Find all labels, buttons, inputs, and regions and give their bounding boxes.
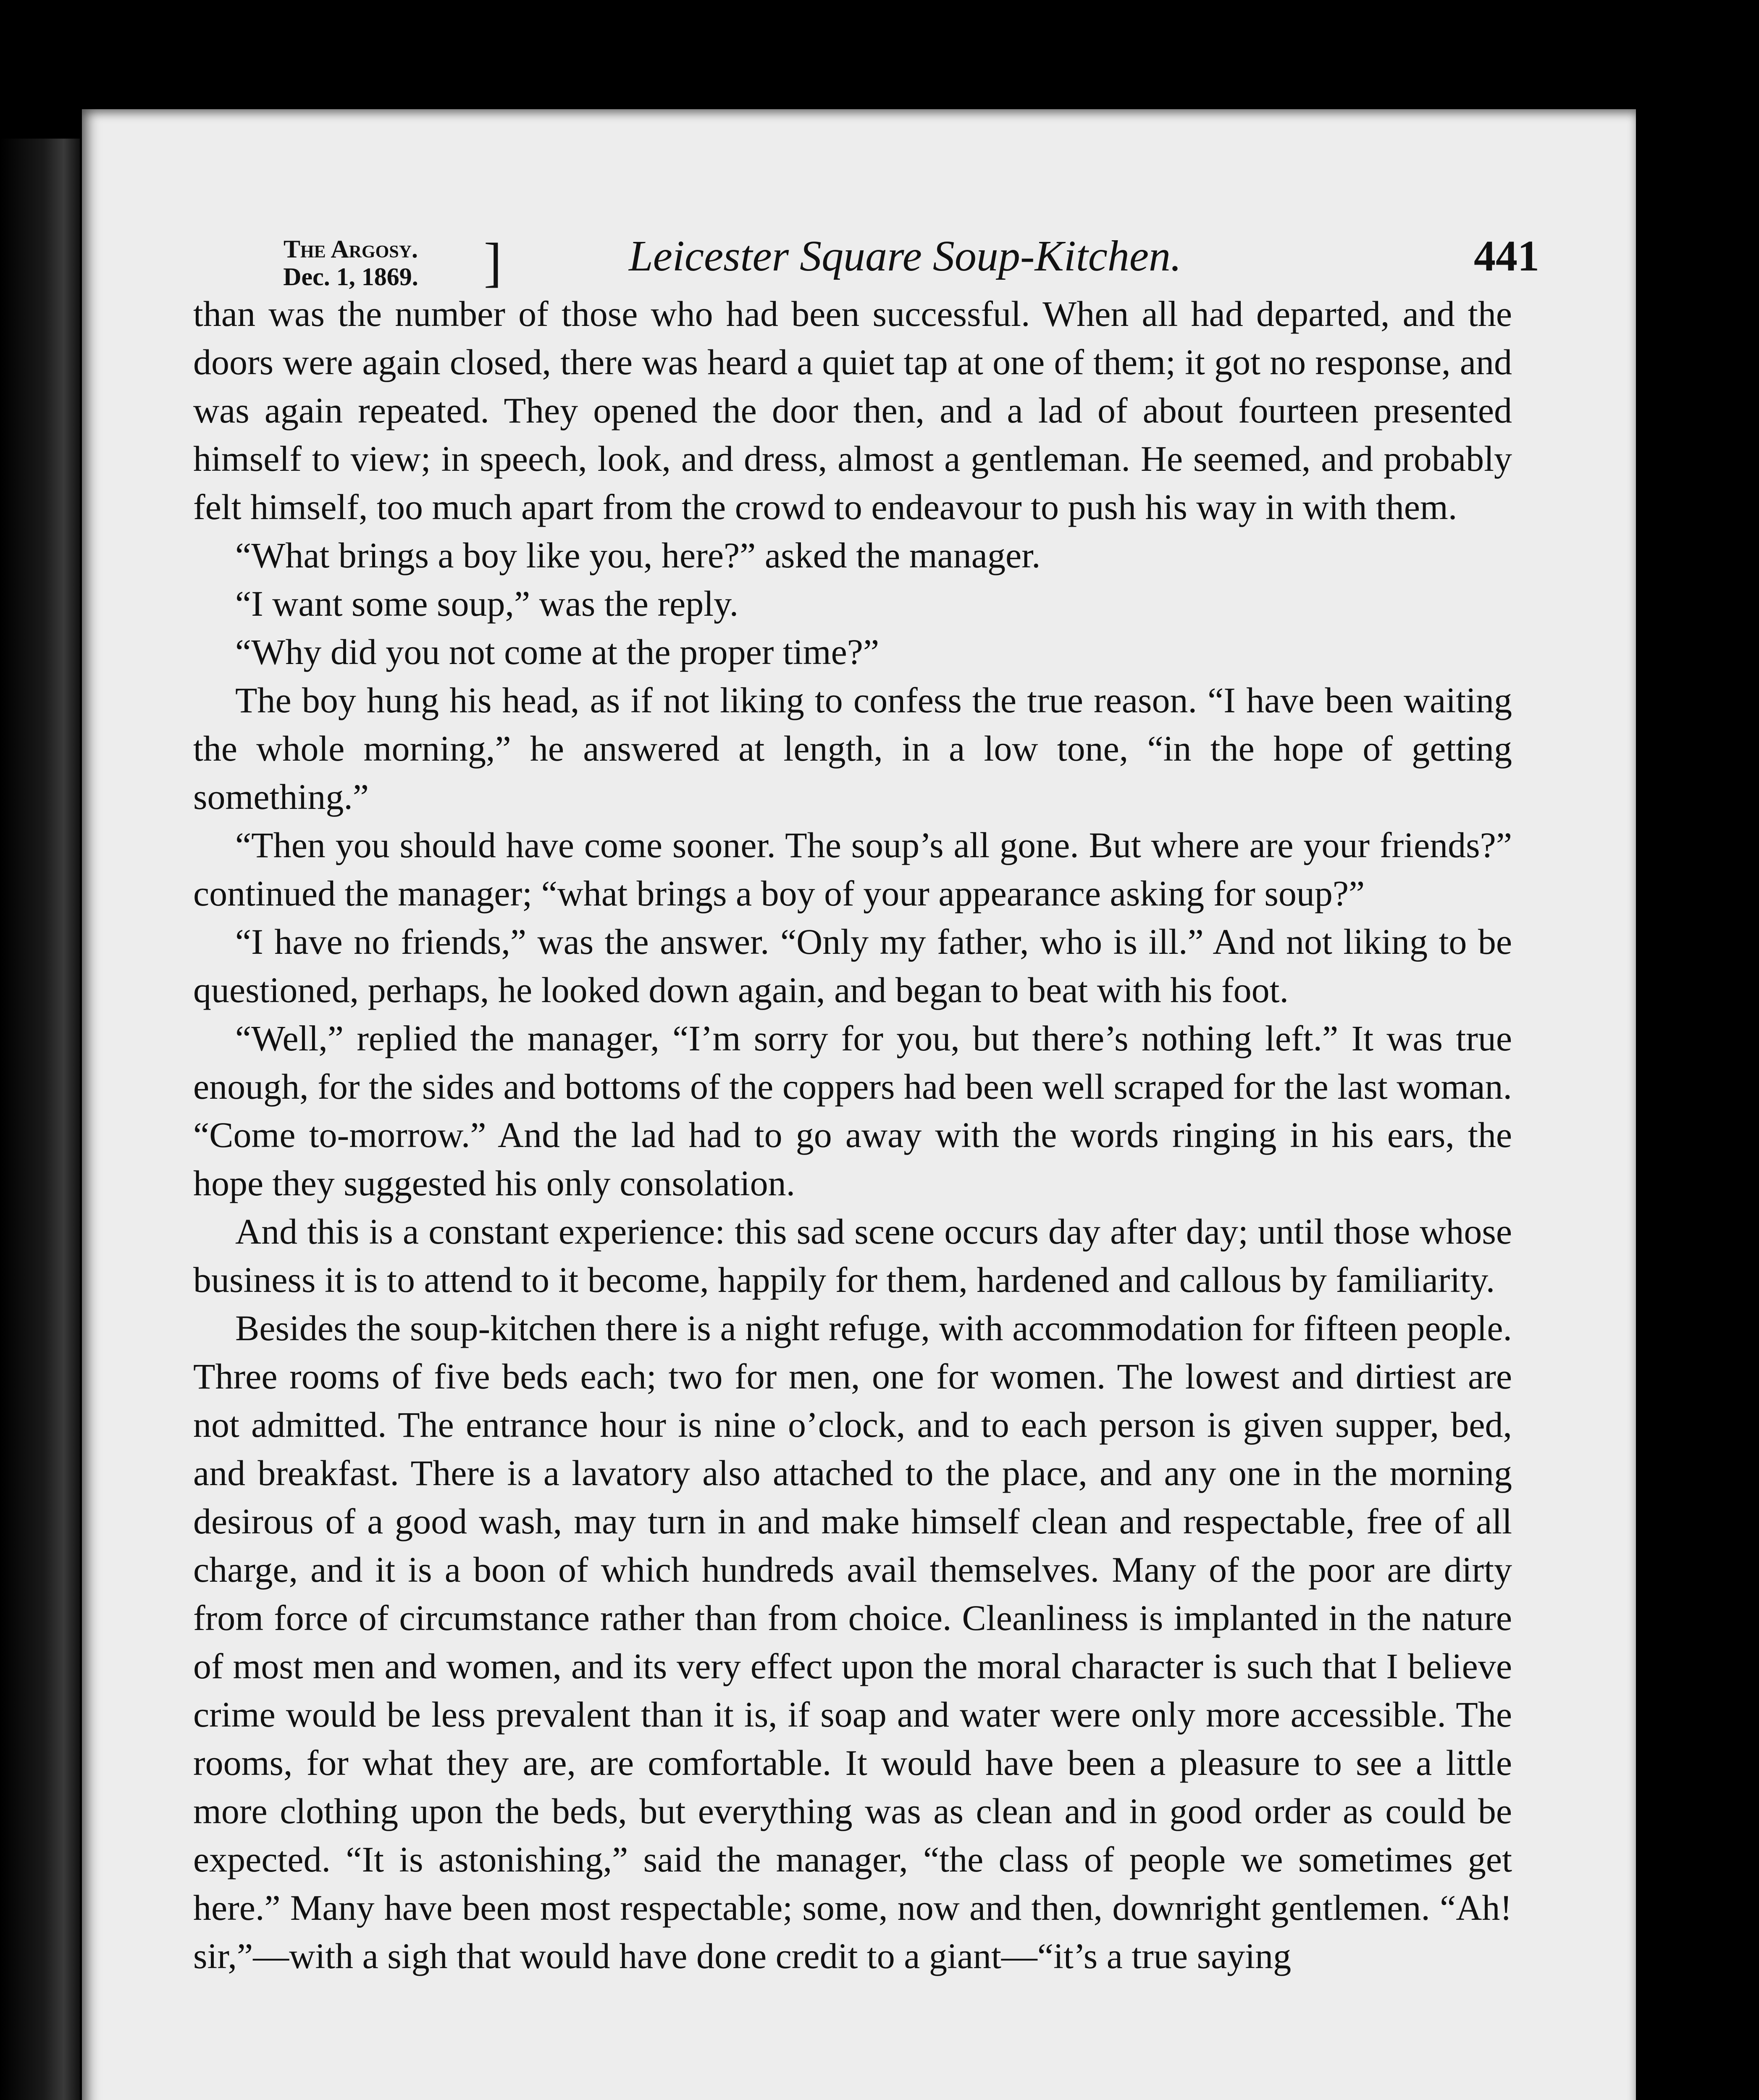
paragraph: “Then you should have come sooner. The soup’s all gone. But where are your friends?” continued the manager; “what brings a boy of your appearance asking for soup?” (193, 825, 1512, 914)
running-head-title: Leicester Square Soup-Kitchen. (628, 232, 1182, 280)
paragraph: than was the number of those who had been successful. When all had departed, and the doors were again closed, there was heard a quiet tap at one of them; it got no response, and was again repeated. They opened the door then, and a lad of about fourteen presented himself to view; in speech, look, and dress, almost a gentleman. He seemed, and probably felt himself, too much apart from the crowd to endeavour to push his way in with them. (193, 294, 1512, 527)
paragraph: The boy hung his head, as if not liking to confess the true reason. “I have been waiting the whole morning,” he answered at length, in a low tone, “in the hope of getting something.” (193, 680, 1512, 817)
journal-name: The Argosy. (283, 235, 418, 263)
paragraph: Besides the soup-kitchen there is a night refuge, with accommodation for fifteen people. Three rooms of five beds each; two for men, one for women. The lowest and dirtiest are not admitted. The entrance hour is nine o’clock, and to each person is given supper, bed, and breakfast. There is a lavatory also attached to the place, and any one in the morning desirous of a good wash, may turn in and make himself clean and respectable, free of all charge, and it is a boon of which hundreds avail themselves. Many of the poor are dirty from force of circumstance rather than from choice. Cleanliness is implanted in the nature of most men and women, and its very effect upon the moral character is such that I believe crime would be less prevalent than it is, if soap and water were only more accessible. The rooms, for what they are, are comfortable. It would have been a pleasure to see a little more clothing upon the beds, but everything was as clean and in good order as could be expected. “It is astonishing,” said the manager, “the class of people we sometimes get here.” Many have been most respectable; some, now and then, downright gentlemen. “Ah! sir,”—with a sigh that would have done credit to a giant—“it’s a true saying (193, 1308, 1512, 1976)
running-head-bracket: ] (483, 232, 502, 293)
paragraph: “I want some soup,” was the reply. (235, 583, 739, 624)
book-page (82, 109, 1636, 2100)
paragraph: “What brings a boy like you, here?” asked the manager. (235, 535, 1041, 575)
journal-date: Dec. 1, 1869. (283, 263, 418, 291)
body-text (193, 290, 1512, 1980)
paragraph: And this is a constant experience: this sad scene occurs day after day; until those whose business it is to attend to it become, happily for them, hardened and callous by familiarity. (193, 1211, 1512, 1300)
paragraph: “Well,” replied the manager, “I’m sorry for you, but there’s nothing left.” It was true enough, for the sides and bottoms of the coppers had been well scraped for the last woman. “Come to-morrow.” And the lad had to go away with the words ringing in his ears, the hope they suggested his only consolation. (193, 1018, 1512, 1203)
book-spine (0, 139, 80, 2100)
paragraph: “I have no friends,” was the answer. “Only my father, who is ill.” And not liking to be questioned, perhaps, he looked down again, and began to beat with his foot. (193, 921, 1512, 1010)
page-number: 441 (1474, 232, 1539, 280)
paragraph: “Why did you not come at the proper time?” (235, 632, 880, 672)
